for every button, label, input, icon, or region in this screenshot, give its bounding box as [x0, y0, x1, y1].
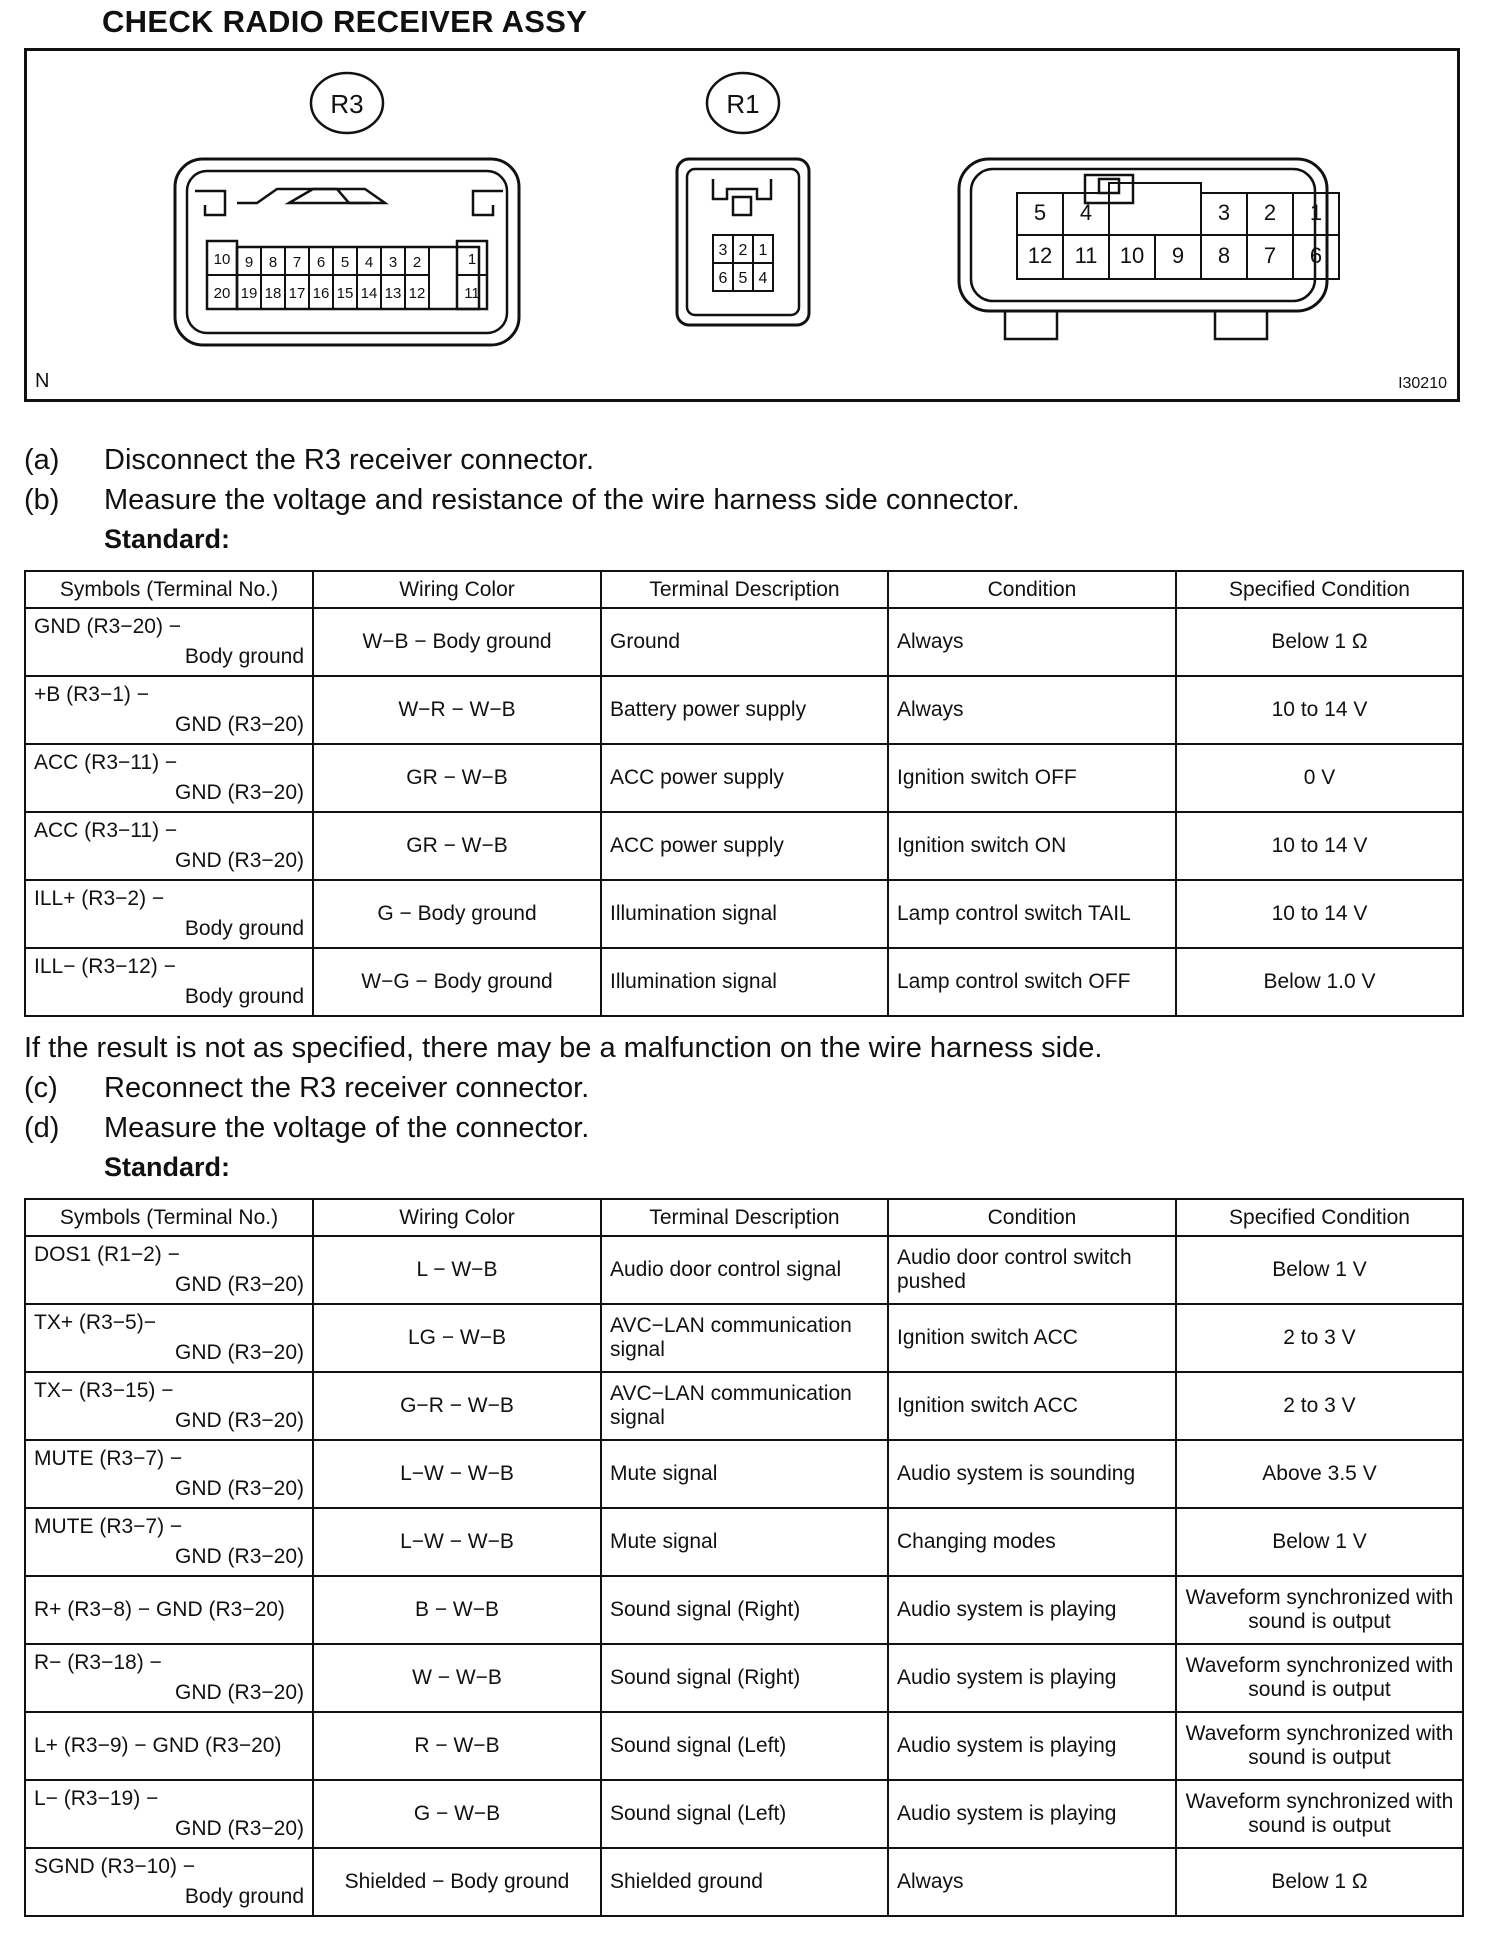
page-title: CHECK RADIO RECEIVER ASSY [102, 4, 588, 39]
cell-specified: Below 1 Ω [1176, 608, 1463, 676]
cell-condition: Lamp control switch TAIL [888, 880, 1176, 948]
column-header: Symbols (Terminal No.) [25, 1199, 313, 1236]
r3-pin: 20 [213, 285, 231, 302]
spec-table-1 [24, 570, 1464, 1017]
symbol-line-1: DOS1 (R1−2) − [34, 1243, 180, 1266]
column-header: Wiring Color [313, 1199, 601, 1236]
cell-condition: Audio door control switch pushed [888, 1236, 1176, 1304]
r3-pin: 10 [213, 251, 231, 268]
cell-condition: Audio system is sounding [888, 1440, 1176, 1508]
cell-condition: Audio system is playing [888, 1576, 1176, 1644]
cell-symbol [25, 812, 313, 880]
column-header: Symbols (Terminal No.) [25, 571, 313, 608]
symbol-line-1: L+ (R3−9) − GND (R3−20) [34, 1734, 282, 1757]
symbol-line-1: +B (R3−1) − [34, 683, 149, 706]
r1-pin: 4 [758, 270, 768, 287]
cell-wiring-color: W − W−B [313, 1644, 601, 1712]
cell-description: Shielded ground [601, 1848, 888, 1916]
standard-heading-1: Standard: [104, 524, 231, 554]
symbol-line-1: ILL− (R3−12) − [34, 955, 176, 978]
cell-symbol [25, 948, 313, 1016]
cell-description: Ground [601, 608, 888, 676]
step-a-text: Disconnect the R3 receiver connector. [104, 444, 595, 476]
cell-description: Illumination signal [601, 948, 888, 1016]
cell-symbol [25, 1372, 313, 1440]
symbol-line-2: Body ground [184, 917, 304, 940]
right-connector-pin: 11 [1074, 243, 1098, 268]
right-connector-pin: 12 [1027, 243, 1053, 268]
cell-symbol [25, 1780, 313, 1848]
r3-pin: 8 [268, 254, 278, 271]
r3-pin: 9 [244, 254, 254, 271]
cell-condition: Lamp control switch OFF [888, 948, 1176, 1016]
cell-condition: Changing modes [888, 1508, 1176, 1576]
cell-specified: Below 1 V [1176, 1508, 1463, 1576]
symbol-line-1: MUTE (R3−7) − [34, 1447, 183, 1470]
cell-condition: Audio system is playing [888, 1644, 1176, 1712]
symbol-line-1: R− (R3−18) − [34, 1651, 162, 1674]
connector-drawing [27, 51, 1457, 399]
symbol-line-1: GND (R3−20) − [34, 615, 182, 638]
cell-specified: Above 3.5 V [1176, 1440, 1463, 1508]
symbol-line-1: ACC (R3−11) − [34, 819, 178, 842]
r3-pin: 7 [292, 254, 302, 271]
symbol-line-1: TX+ (R3−5)− [34, 1311, 156, 1334]
cell-wiring-color: GR − W−B [313, 744, 601, 812]
column-header: Specified Condition [1176, 1199, 1463, 1236]
step-d-label: (d) [24, 1112, 60, 1144]
r3-pin: 3 [388, 254, 398, 271]
cell-wiring-color: B − W−B [313, 1576, 601, 1644]
cell-wiring-color: L−W − W−B [313, 1440, 601, 1508]
table-row [25, 1236, 1463, 1304]
symbol-line-2: GND (R3−20) [175, 1477, 304, 1500]
symbol-line-2: GND (R3−20) [175, 1273, 304, 1296]
cell-specified: Below 1 V [1176, 1236, 1463, 1304]
right-connector-pin: 10 [1119, 243, 1145, 268]
step-d [24, 1110, 589, 1146]
symbol-line-1: L− (R3−19) − [34, 1787, 159, 1810]
r3-pin: 18 [264, 285, 282, 302]
step-b [24, 482, 1020, 518]
right-connector-pin: 4 [1079, 200, 1093, 225]
cell-condition: Ignition switch OFF [888, 744, 1176, 812]
symbol-line-2: GND (R3−20) [175, 1341, 304, 1364]
cell-condition: Always [888, 608, 1176, 676]
step-d-text: Measure the voltage of the connector. [104, 1112, 590, 1144]
column-header: Condition [888, 1199, 1176, 1236]
step-a-label: (a) [24, 444, 60, 476]
table-row [25, 1712, 1463, 1780]
cell-symbol [25, 1712, 313, 1780]
r3-pin: 5 [340, 254, 350, 271]
symbol-line-2: GND (R3−20) [175, 713, 304, 736]
symbol-line-1: SGND (R3−10) − [34, 1855, 196, 1878]
right-connector-pin: 1 [1309, 200, 1323, 225]
r1-pin: 6 [718, 270, 728, 287]
right-connector-pin: 9 [1171, 243, 1185, 268]
right-connector-notch [1109, 183, 1201, 193]
cell-specified: Below 1.0 V [1176, 948, 1463, 1016]
r3-pin: 4 [364, 254, 374, 271]
step-c-label: (c) [24, 1072, 58, 1104]
table-header-row [25, 571, 1463, 608]
cell-specified: 10 to 14 V [1176, 812, 1463, 880]
step-c [24, 1070, 589, 1106]
cell-wiring-color: L−W − W−B [313, 1508, 601, 1576]
table-row [25, 1848, 1463, 1916]
cell-wiring-color: R − W−B [313, 1712, 601, 1780]
cell-description: Audio door control signal [601, 1236, 888, 1304]
cell-symbol [25, 1576, 313, 1644]
r3-pin: 15 [336, 285, 354, 302]
cell-description: Mute signal [601, 1440, 888, 1508]
column-header: Specified Condition [1176, 571, 1463, 608]
figure-corner-label: N [35, 370, 50, 392]
cell-wiring-color: W−R − W−B [313, 676, 601, 744]
table-row [25, 948, 1463, 1016]
cell-specified: 2 to 3 V [1176, 1372, 1463, 1440]
column-header: Wiring Color [313, 571, 601, 608]
step-c-text: Reconnect the R3 receiver connector. [104, 1072, 590, 1104]
cell-description: Illumination signal [601, 880, 888, 948]
r3-pin: 19 [240, 285, 258, 302]
cell-condition: Ignition switch ON [888, 812, 1176, 880]
r3-pin: 17 [288, 285, 306, 302]
cell-symbol [25, 1304, 313, 1372]
table-row [25, 1576, 1463, 1644]
right-connector-pin: 3 [1217, 200, 1231, 225]
cell-symbol [25, 608, 313, 676]
cell-specified: Waveform synchronized with sound is output [1176, 1576, 1463, 1644]
connector-diagram [24, 48, 1460, 402]
cell-description: ACC power supply [601, 744, 888, 812]
r3-pin-gap [429, 247, 457, 309]
table-header-row [25, 1199, 1463, 1236]
result-note: If the result is not as specified, there may be a malfunction on the wire harness side. [24, 1032, 1103, 1064]
symbol-line-2: GND (R3−20) [175, 1817, 304, 1840]
cell-wiring-color: G − Body ground [313, 880, 601, 948]
symbol-line-2: GND (R3−20) [175, 781, 304, 804]
symbol-line-1: ILL+ (R3−2) − [34, 887, 165, 910]
r1-pin: 3 [718, 242, 728, 259]
cell-condition: Always [888, 1848, 1176, 1916]
right-connector-foot-left [1005, 311, 1057, 339]
cell-symbol [25, 1644, 313, 1712]
cell-wiring-color: L − W−B [313, 1236, 601, 1304]
r1-pin: 5 [738, 270, 748, 287]
cell-description: Mute signal [601, 1508, 888, 1576]
symbol-line-1: ACC (R3−11) − [34, 751, 178, 774]
symbol-line-2: Body ground [184, 645, 304, 668]
symbol-line-1: R+ (R3−8) − GND (R3−20) [34, 1598, 285, 1621]
r3-pin: 14 [360, 285, 378, 302]
symbol-line-2: GND (R3−20) [175, 1681, 304, 1704]
cell-specified: 10 to 14 V [1176, 880, 1463, 948]
r3-pin: 6 [316, 254, 326, 271]
cell-description: Sound signal (Right) [601, 1644, 888, 1712]
symbol-line-2: Body ground [184, 1885, 304, 1908]
cell-specified: Waveform synchronized with sound is output [1176, 1780, 1463, 1848]
symbol-line-2: GND (R3−20) [175, 849, 304, 872]
right-connector-pin: 6 [1309, 243, 1323, 268]
table-row [25, 1644, 1463, 1712]
cell-description: Sound signal (Left) [601, 1712, 888, 1780]
cell-wiring-color: Shielded − Body ground [313, 1848, 601, 1916]
r3-latch-center [289, 189, 385, 203]
cell-wiring-color: G − W−B [313, 1780, 601, 1848]
cell-symbol [25, 880, 313, 948]
symbol-line-1: MUTE (R3−7) − [34, 1515, 183, 1538]
cell-symbol [25, 1848, 313, 1916]
r3-pin: 11 [464, 285, 480, 302]
r1-label: R1 [726, 89, 760, 119]
r3-pin: 2 [412, 254, 422, 271]
cell-description: Sound signal (Right) [601, 1576, 888, 1644]
cell-wiring-color: W−G − Body ground [313, 948, 601, 1016]
cell-specified: 10 to 14 V [1176, 676, 1463, 744]
cell-symbol [25, 676, 313, 744]
right-connector-pin: 5 [1033, 200, 1047, 225]
cell-specified: 0 V [1176, 744, 1463, 812]
r3-pin: 12 [408, 285, 426, 302]
cell-symbol [25, 744, 313, 812]
cell-description: AVC−LAN communication signal [601, 1372, 888, 1440]
symbol-line-2: GND (R3−20) [175, 1409, 304, 1432]
cell-condition: Ignition switch ACC [888, 1372, 1176, 1440]
cell-specified: Waveform synchronized with sound is output [1176, 1644, 1463, 1712]
table-row [25, 676, 1463, 744]
right-connector-pin: 8 [1217, 243, 1231, 268]
cell-specified: Waveform synchronized with sound is output [1176, 1712, 1463, 1780]
r3-pin: 16 [312, 285, 330, 302]
cell-wiring-color: W−B − Body ground [313, 608, 601, 676]
figure-code: I30210 [1398, 375, 1447, 392]
spec-table-2 [24, 1198, 1464, 1917]
table-row [25, 1780, 1463, 1848]
column-header: Condition [888, 571, 1176, 608]
table-row [25, 1440, 1463, 1508]
cell-symbol [25, 1508, 313, 1576]
table-row [25, 880, 1463, 948]
cell-symbol [25, 1236, 313, 1304]
table-row [25, 608, 1463, 676]
r1-pin: 1 [758, 242, 768, 259]
cell-description: AVC−LAN communication signal [601, 1304, 888, 1372]
cell-condition: Audio system is playing [888, 1780, 1176, 1848]
step-b-text: Measure the voltage and resistance of the wire harness side connector. [104, 484, 1020, 516]
table-row [25, 1304, 1463, 1372]
table-row [25, 1508, 1463, 1576]
symbol-line-1: TX− (R3−15) − [34, 1379, 174, 1402]
step-b-label: (b) [24, 484, 60, 516]
r1-key [733, 197, 751, 215]
r3-pin: 1 [467, 251, 477, 268]
column-header: Terminal Description [601, 571, 888, 608]
cell-wiring-color: LG − W−B [313, 1304, 601, 1372]
step-a [24, 442, 594, 478]
cell-condition: Always [888, 676, 1176, 744]
symbol-line-2: GND (R3−20) [175, 1545, 304, 1568]
cell-wiring-color: G−R − W−B [313, 1372, 601, 1440]
cell-description: Battery power supply [601, 676, 888, 744]
standard-heading-2: Standard: [104, 1152, 231, 1182]
column-header: Terminal Description [601, 1199, 888, 1236]
r1-pin: 2 [738, 242, 748, 259]
table-row [25, 1372, 1463, 1440]
cell-symbol [25, 1440, 313, 1508]
cell-specified: 2 to 3 V [1176, 1304, 1463, 1372]
r3-label: R3 [330, 89, 364, 119]
right-connector-pin: 2 [1263, 200, 1277, 225]
cell-description: Sound signal (Left) [601, 1780, 888, 1848]
r3-pin: 13 [384, 285, 402, 302]
cell-condition: Audio system is playing [888, 1712, 1176, 1780]
cell-condition: Ignition switch ACC [888, 1304, 1176, 1372]
cell-specified: Below 1 Ω [1176, 1848, 1463, 1916]
right-connector-foot-right [1215, 311, 1267, 339]
table-row [25, 744, 1463, 812]
symbol-line-2: Body ground [184, 985, 304, 1008]
table-row [25, 812, 1463, 880]
right-connector-pin: 7 [1263, 243, 1277, 268]
cell-wiring-color: GR − W−B [313, 812, 601, 880]
cell-description: ACC power supply [601, 812, 888, 880]
